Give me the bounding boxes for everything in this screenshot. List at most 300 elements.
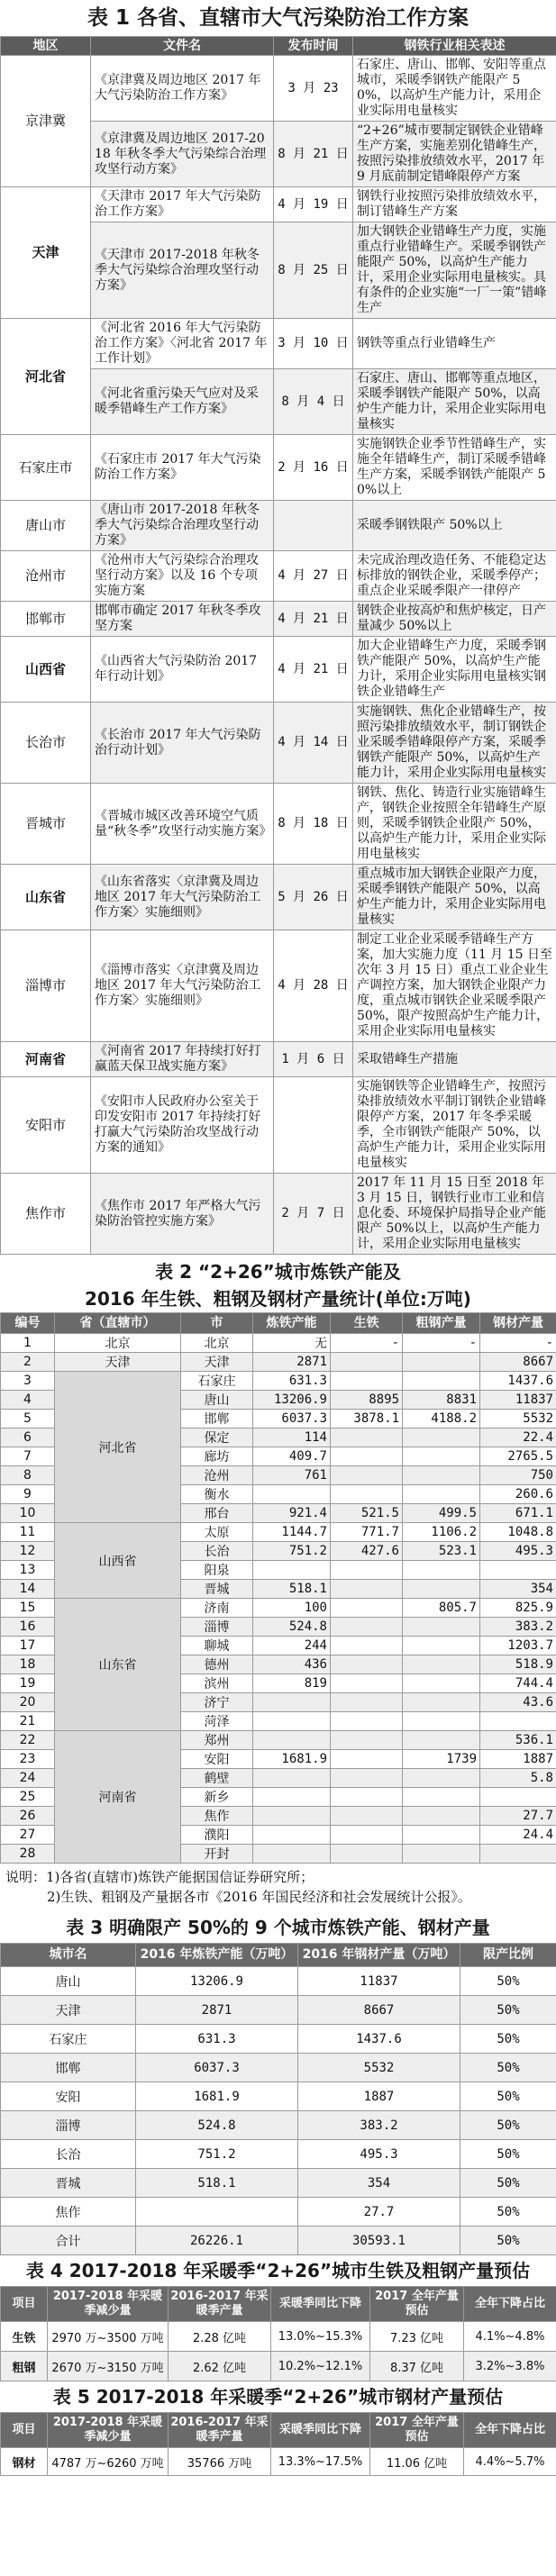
value-cell xyxy=(403,1712,480,1731)
document-cell: 邯郸市确定 2017 年秋冬季攻坚方案 xyxy=(91,602,274,637)
city-cell: 保定 xyxy=(181,1429,253,1447)
row-number-cell: 17 xyxy=(1,1637,55,1655)
city-cell: 安阳 xyxy=(181,1750,253,1769)
value-cell xyxy=(253,1712,331,1731)
value-cell: 27.7 xyxy=(298,2198,460,2227)
table3-header: 城市名 xyxy=(1,1944,136,1967)
value-cell: 50% xyxy=(460,2111,556,2140)
value-cell xyxy=(331,1807,403,1826)
table-row xyxy=(1,56,556,122)
region-cell: 山西省 xyxy=(1,637,91,703)
content-cell: 加大钢铁企业错峰生产力度，实施重点行业错峰生产。采暖季钢铁产能限产 50%，以高炉生产能力计，采用企业实际用电量核实。具有条件的企业实施“一厂一策”错峰生产 xyxy=(353,222,556,319)
content-cell: 石家庄、唐山、邯郸等重点地区，采暖季钢铁产能限产 50%，以高炉生产能力计，采用企业实际用电量核实 xyxy=(353,369,556,435)
value-cell xyxy=(331,1429,403,1447)
document-cell: 《天津市 2017-2018 年秋冬季大气污染综合治理攻坚行动方案》 xyxy=(91,222,274,319)
value-cell xyxy=(331,1599,403,1618)
value-cell: 1048.8 xyxy=(480,1523,556,1542)
row-number-cell: 7 xyxy=(1,1447,55,1466)
city-cell: 沧州 xyxy=(181,1466,253,1485)
city-cell: 聊城 xyxy=(181,1637,253,1655)
row-label-cell: 钢材 xyxy=(1,2448,48,2476)
value-cell xyxy=(403,1693,480,1712)
row-label-cell: 粗钢 xyxy=(1,2352,48,2381)
value-cell: 8895 xyxy=(331,1391,403,1410)
value-cell: 1887 xyxy=(298,2082,460,2111)
value-cell: - xyxy=(480,1334,556,1353)
value-cell: 536.1 xyxy=(480,1731,556,1750)
value-cell xyxy=(253,1485,331,1504)
value-cell xyxy=(331,1353,403,1372)
row-number-cell: 27 xyxy=(1,1826,55,1845)
value-cell xyxy=(403,1353,480,1372)
table2-header: 钢材产量 xyxy=(480,1313,556,1334)
date-cell: 3 月 10 日 xyxy=(274,319,353,369)
value-cell: 518.9 xyxy=(480,1655,556,1674)
table5-title: 表 5 2017-2018 年采暖季“2+26”城市钢材产量预估 xyxy=(52,2386,504,2408)
value-cell: 11.06 亿吨 xyxy=(370,2448,464,2476)
row-number-cell: 16 xyxy=(1,1618,55,1637)
value-cell: 427.6 xyxy=(331,1542,403,1561)
value-cell: 13206.9 xyxy=(136,1967,298,1996)
value-cell: 5532 xyxy=(298,2054,460,2082)
document-cell: 《安阳市人民政府办公室关于印发安阳市 2017 年持续打好打赢大气污染防治攻坚战行动方案的通知》 xyxy=(91,1077,274,1174)
table2-notes xyxy=(0,1864,556,1912)
province-cell: 天津 xyxy=(55,1353,181,1372)
row-number-cell: 10 xyxy=(1,1504,55,1523)
value-cell xyxy=(136,2198,298,2227)
value-cell: 671.1 xyxy=(480,1504,556,1523)
date-cell: 4 月 28 日 xyxy=(274,930,353,1042)
value-cell xyxy=(253,1731,331,1750)
value-cell xyxy=(331,1845,403,1864)
value-cell: 354 xyxy=(298,2169,460,2198)
table-row xyxy=(1,1372,556,1391)
document-cell: 《长治市 2017 年大气污染防治行动计划》 xyxy=(91,703,274,784)
province-cell: 河南省 xyxy=(55,1731,181,1864)
table4-header: 项目 xyxy=(1,2287,48,2322)
date-cell: 3 月 23 xyxy=(274,56,353,122)
table-row xyxy=(1,435,556,501)
row-number-cell: 2 xyxy=(1,1353,55,1372)
value-cell: 409.7 xyxy=(253,1447,331,1466)
content-cell: 石家庄、唐山、邯郸、安阳等重点城市，采暖季钢铁产能限产 50%，以高炉生产能力计，采用企业实际用电量核实 xyxy=(353,56,556,122)
value-cell xyxy=(403,1769,480,1788)
value-cell: 518.1 xyxy=(136,2169,298,2198)
value-cell: 761 xyxy=(253,1466,331,1485)
row-number-cell: 8 xyxy=(1,1466,55,1485)
row-label-cell: 石家庄 xyxy=(1,2025,136,2054)
date-cell xyxy=(274,1077,353,1174)
value-cell: 43.6 xyxy=(480,1693,556,1712)
table-row xyxy=(1,187,556,222)
value-cell: 1106.2 xyxy=(403,1523,480,1542)
row-number-cell: 23 xyxy=(1,1750,55,1769)
value-cell: 1203.7 xyxy=(480,1637,556,1655)
city-cell: 开封 xyxy=(181,1845,253,1864)
row-label-cell: 淄博 xyxy=(1,2111,136,2140)
value-cell: 2871 xyxy=(136,1996,298,2025)
value-cell xyxy=(480,1845,556,1864)
table-row xyxy=(1,1523,556,1542)
table-row xyxy=(1,637,556,703)
row-label-cell: 合计 xyxy=(1,2227,136,2255)
value-cell: 100 xyxy=(253,1599,331,1618)
value-cell: 2970 万~3500 万吨 xyxy=(48,2322,169,2352)
row-number-cell: 6 xyxy=(1,1429,55,1447)
value-cell: 3878.1 xyxy=(331,1410,403,1429)
table3-header: 限产比例 xyxy=(460,1944,556,1967)
row-number-cell: 14 xyxy=(1,1580,55,1599)
value-cell xyxy=(403,1655,480,1674)
value-cell: 825.9 xyxy=(480,1599,556,1618)
table-row xyxy=(1,1174,556,1255)
document-cell: 《沧州市大气污染综合治理攻坚行动方案》以及 16 个专项实施方案 xyxy=(91,551,274,602)
row-number-cell: 22 xyxy=(1,1731,55,1750)
value-cell: 751.2 xyxy=(136,2140,298,2169)
table-row xyxy=(1,1996,556,2025)
row-number-cell: 19 xyxy=(1,1674,55,1693)
table5-header: 项目 xyxy=(1,2413,48,2448)
value-cell xyxy=(253,1561,331,1580)
value-cell: 13206.9 xyxy=(253,1391,331,1410)
city-cell: 济宁 xyxy=(181,1693,253,1712)
table4-body xyxy=(1,2322,556,2381)
table5 xyxy=(0,2412,556,2476)
row-number-cell: 28 xyxy=(1,1845,55,1864)
value-cell: 4.1%~4.8% xyxy=(464,2322,556,2352)
value-cell: 495.3 xyxy=(480,1542,556,1561)
region-cell: 焦作市 xyxy=(1,1174,91,1255)
document-cell: 《河北省 2016 年大气污染防治工作方案》〈河北省 2017 年工作计划》 xyxy=(91,319,274,369)
table-row xyxy=(1,930,556,1042)
row-number-cell: 13 xyxy=(1,1561,55,1580)
table4-header: 2017-2018 年采暖季减少量 xyxy=(48,2287,169,2322)
date-cell: 1 月 6 日 xyxy=(274,1042,353,1077)
value-cell xyxy=(331,1618,403,1637)
table-row xyxy=(1,602,556,637)
table2 xyxy=(0,1312,556,1864)
value-cell: 744.4 xyxy=(480,1674,556,1693)
date-cell: 4 月 14 日 xyxy=(274,703,353,784)
value-cell xyxy=(331,1561,403,1580)
row-number-cell: 24 xyxy=(1,1769,55,1788)
row-number-cell: 9 xyxy=(1,1485,55,1504)
value-cell: 751.2 xyxy=(253,1542,331,1561)
value-cell: 631.3 xyxy=(253,1372,331,1391)
value-cell xyxy=(331,1788,403,1807)
content-cell: 加大企业错峰生产力度，采暖季钢铁产能限产 50%，以高炉生产能力计，采用企业实际用电量核实钢铁企业错峰生产 xyxy=(353,637,556,703)
table2-title-line2: 2016 年生铁、粗钢及钢材产量统计(单位:万吨) xyxy=(85,1288,471,1310)
table-row xyxy=(1,2111,556,2140)
table1-header: 发布时间 xyxy=(274,37,353,56)
table1-header-row xyxy=(1,37,556,56)
city-cell: 廊坊 xyxy=(181,1447,253,1466)
region-cell: 石家庄市 xyxy=(1,435,91,501)
value-cell: 50% xyxy=(460,2169,556,2198)
city-cell: 鹤壁 xyxy=(181,1769,253,1788)
value-cell xyxy=(403,1807,480,1826)
value-cell xyxy=(403,1429,480,1447)
table4-header-row xyxy=(1,2287,556,2322)
value-cell: 8667 xyxy=(480,1353,556,1372)
city-cell: 唐山 xyxy=(181,1391,253,1410)
value-cell xyxy=(331,1580,403,1599)
value-cell: 2.62 亿吨 xyxy=(169,2352,271,2381)
document-cell: 《京津冀及周边地区 2017-2018 年秋冬季大气污染综合治理攻坚行动方案》 xyxy=(91,122,274,187)
row-label-cell: 邯郸 xyxy=(1,2054,136,2082)
value-cell: 2871 xyxy=(253,1353,331,1372)
value-cell: 35766 万吨 xyxy=(169,2448,271,2476)
row-label-cell: 长治 xyxy=(1,2140,136,2169)
value-cell: 30593.1 xyxy=(298,2227,460,2255)
value-cell: 5532 xyxy=(480,1410,556,1429)
row-label-cell: 焦作 xyxy=(1,2198,136,2227)
value-cell: 无 xyxy=(253,1334,331,1353)
content-cell: 未完成治理改造任务、不能稳定达标排放的钢铁企业，采暖季停产；重点企业采暖季限产一律停产 xyxy=(353,551,556,602)
province-cell: 北京 xyxy=(55,1334,181,1353)
date-cell: 4 月 21 日 xyxy=(274,602,353,637)
row-number-cell: 26 xyxy=(1,1807,55,1826)
table-row xyxy=(1,1334,556,1353)
value-cell: 26226.1 xyxy=(136,2227,298,2255)
value-cell: - xyxy=(331,1334,403,1353)
table2-header: 生铁 xyxy=(331,1313,403,1334)
value-cell xyxy=(403,1674,480,1693)
content-cell: “2+26”城市要制定钢铁企业错峰生产方案，实施差别化错峰生产，按照污染排放绩效水平，2017 年 9 月底前制定错峰限停产方案 xyxy=(353,122,556,187)
city-cell: 邢台 xyxy=(181,1504,253,1523)
value-cell: 1887 xyxy=(480,1750,556,1769)
table-row xyxy=(1,784,556,865)
row-number-cell: 21 xyxy=(1,1712,55,1731)
value-cell xyxy=(331,1466,403,1485)
table2-note: 2)生铁、粗钢及产量据各市《2016 年国民经济和社会发展统计公报》。 xyxy=(47,1889,471,1905)
value-cell: 518.1 xyxy=(253,1580,331,1599)
content-cell: 制定工业企业采暖季错峰生产方案，加大实施力度（11 月 15 日至次年 3 月 15 日）重点工业企业生产调控方案，加大钢铁企业限产力度，重点城市钢铁企业采暖季限产 50%，限产按照高炉生产能力计，采用企业实际用电量核实 xyxy=(353,930,556,1042)
value-cell xyxy=(331,1826,403,1845)
value-cell xyxy=(253,1845,331,1864)
value-cell xyxy=(331,1485,403,1504)
region-cell: 邯郸市 xyxy=(1,602,91,637)
table-row xyxy=(1,2227,556,2255)
value-cell xyxy=(403,1618,480,1637)
region-cell: 沧州市 xyxy=(1,551,91,602)
city-cell: 德州 xyxy=(181,1655,253,1674)
table3-header-row xyxy=(1,1944,556,1967)
table-row xyxy=(1,1042,556,1077)
value-cell: 244 xyxy=(253,1637,331,1655)
value-cell xyxy=(403,1580,480,1599)
row-number-cell: 4 xyxy=(1,1391,55,1410)
table2-header-row xyxy=(1,1313,556,1334)
document-cell: 《晋城市城区改善环境空气质量“秋冬季”攻坚行动实施方案》 xyxy=(91,784,274,865)
city-cell: 长治 xyxy=(181,1542,253,1561)
table-row xyxy=(1,2169,556,2198)
table-row xyxy=(1,2198,556,2227)
table5-body xyxy=(1,2448,556,2476)
row-label-cell: 安阳 xyxy=(1,2082,136,2111)
province-cell: 山西省 xyxy=(55,1523,181,1599)
table1 xyxy=(0,36,556,1255)
value-cell xyxy=(403,1637,480,1655)
table-row xyxy=(1,2352,556,2381)
value-cell: 8.37 亿吨 xyxy=(370,2352,464,2381)
value-cell: 4787 万~6260 万吨 xyxy=(48,2448,169,2476)
table1-header: 地区 xyxy=(1,37,91,56)
value-cell: 921.4 xyxy=(253,1504,331,1523)
value-cell: 4.4%~5.7% xyxy=(464,2448,556,2476)
document-cell: 《河北省重污染天气应对及采暖季错峰生产工作方案》 xyxy=(91,369,274,435)
row-number-cell: 20 xyxy=(1,1693,55,1712)
value-cell xyxy=(403,1826,480,1845)
content-cell: 实施钢铁企业季节性错峰生产，实施全年错峰生产，制订采暖季错峰生产方案，采暖季钢铁产能限产 50%以上 xyxy=(353,435,556,501)
table-row xyxy=(1,551,556,602)
value-cell xyxy=(331,1731,403,1750)
value-cell: 8831 xyxy=(403,1391,480,1410)
value-cell: 1739 xyxy=(403,1750,480,1769)
value-cell xyxy=(331,1637,403,1655)
value-cell: 495.3 xyxy=(298,2140,460,2169)
city-cell: 阳泉 xyxy=(181,1561,253,1580)
table1-header: 文件名 xyxy=(91,37,274,56)
value-cell: 50% xyxy=(460,1967,556,1996)
value-cell xyxy=(480,1561,556,1580)
city-cell: 濮阳 xyxy=(181,1826,253,1845)
date-cell: 2 月 7 日 xyxy=(274,1174,353,1255)
row-number-cell: 25 xyxy=(1,1788,55,1807)
value-cell: 2670 万~3150 万吨 xyxy=(48,2352,169,2381)
content-cell: 采暖季钢铁限产 50%以上 xyxy=(353,501,556,551)
value-cell: 6037.3 xyxy=(253,1410,331,1429)
value-cell xyxy=(403,1731,480,1750)
region-cell: 天津 xyxy=(1,187,91,319)
content-cell: 实施钢铁、焦化企业错峰生产，按照污染排放绩效水平，制订钢铁企业采暖季错峰限停产方案，采暖季钢铁产能限产 50%，以高炉生产能力计，采用企业实际用电量核实 xyxy=(353,703,556,784)
value-cell xyxy=(403,1561,480,1580)
value-cell xyxy=(331,1674,403,1693)
table3-body xyxy=(1,1967,556,2255)
city-cell: 天津 xyxy=(181,1353,253,1372)
value-cell xyxy=(253,1788,331,1807)
value-cell: 24.4 xyxy=(480,1826,556,1845)
date-cell: 2 月 16 日 xyxy=(274,435,353,501)
table3-header: 2016 年炼铁产能（万吨） xyxy=(136,1944,298,1967)
document-cell: 《淄博市落实〈京津冀及周边地区 2017 年大气污染防治工作方案〉实施细则》 xyxy=(91,930,274,1042)
table5-header-row xyxy=(1,2413,556,2448)
table2-note: 说明：1)各省(直辖市)炼铁产能据国信证券研究所； xyxy=(5,1869,314,1885)
document-cell: 《石家庄市 2017 年大气污染防治工作方案》 xyxy=(91,435,274,501)
table-row xyxy=(1,1731,556,1750)
table-row xyxy=(1,1599,556,1618)
value-cell: 750 xyxy=(480,1466,556,1485)
city-cell: 滨州 xyxy=(181,1674,253,1693)
value-cell: 3.2%~3.8% xyxy=(464,2352,556,2381)
region-cell: 河南省 xyxy=(1,1042,91,1077)
value-cell xyxy=(331,1769,403,1788)
region-cell: 淄博市 xyxy=(1,930,91,1042)
row-label-cell: 晋城 xyxy=(1,2169,136,2198)
value-cell xyxy=(331,1447,403,1466)
content-cell: 重点城市加大钢铁企业限产力度，采暖季钢铁产能限产 50%，以高炉生产能力计，采用企业实际用电量核实 xyxy=(353,865,556,930)
value-cell: 631.3 xyxy=(136,2025,298,2054)
value-cell: 2765.5 xyxy=(480,1447,556,1466)
city-cell: 新乡 xyxy=(181,1788,253,1807)
province-cell: 山东省 xyxy=(55,1599,181,1731)
row-number-cell: 18 xyxy=(1,1655,55,1674)
value-cell: 1437.6 xyxy=(480,1372,556,1391)
row-number-cell: 5 xyxy=(1,1410,55,1429)
table3 xyxy=(0,1943,556,2255)
value-cell: 1681.9 xyxy=(253,1750,331,1769)
value-cell: 771.7 xyxy=(331,1523,403,1542)
value-cell: 436 xyxy=(253,1655,331,1674)
row-number-cell: 15 xyxy=(1,1599,55,1618)
region-cell: 晋城市 xyxy=(1,784,91,865)
row-number-cell: 3 xyxy=(1,1372,55,1391)
city-cell: 郑州 xyxy=(181,1731,253,1750)
value-cell: 50% xyxy=(460,2054,556,2082)
table4-header: 2017 全年产量预估 xyxy=(370,2287,464,2322)
value-cell: 1681.9 xyxy=(136,2082,298,2111)
value-cell xyxy=(331,1655,403,1674)
date-cell: 5 月 26 日 xyxy=(274,865,353,930)
value-cell: 50% xyxy=(460,2198,556,2227)
table-row xyxy=(1,2140,556,2169)
row-number-cell: 1 xyxy=(1,1334,55,1353)
table-row xyxy=(1,865,556,930)
value-cell: 523.1 xyxy=(403,1542,480,1561)
table-row xyxy=(1,2054,556,2082)
value-cell: 524.8 xyxy=(136,2111,298,2140)
row-label-cell: 天津 xyxy=(1,1996,136,2025)
value-cell xyxy=(403,1372,480,1391)
date-cell: 8 月 25 日 xyxy=(274,222,353,319)
document-cell: 《天津市 2017 年大气污染防治工作方案》 xyxy=(91,187,274,222)
region-cell: 唐山市 xyxy=(1,501,91,551)
table3-header: 2016 年钢材产量（万吨） xyxy=(298,1944,460,1967)
table2-header: 省（直辖市） xyxy=(55,1313,181,1334)
table4-header: 全年下降占比 xyxy=(464,2287,556,2322)
table5-header: 2017 全年产量预估 xyxy=(370,2413,464,2448)
value-cell: 2.28 亿吨 xyxy=(169,2322,271,2352)
value-cell: 13.0%~15.3% xyxy=(271,2322,370,2352)
value-cell xyxy=(253,1807,331,1826)
value-cell xyxy=(253,1693,331,1712)
value-cell: 4188.2 xyxy=(403,1410,480,1429)
table4 xyxy=(0,2286,556,2381)
table3-title: 表 3 明确限产 50%的 9 个城市炼铁产能、钢材产量 xyxy=(66,1917,490,1938)
table4-title: 表 4 2017-2018 年采暖季“2+26”城市生铁及粗钢产量预估 xyxy=(25,2260,531,2281)
table2-header: 市 xyxy=(181,1313,253,1334)
table-row xyxy=(1,2025,556,2054)
value-cell: 6037.3 xyxy=(136,2054,298,2082)
city-cell: 晋城 xyxy=(181,1580,253,1599)
row-number-cell: 12 xyxy=(1,1542,55,1561)
value-cell: 383.2 xyxy=(298,2111,460,2140)
value-cell xyxy=(331,1750,403,1769)
document-cell: 《河南省 2017 年持续打好打赢蓝天保卫战实施方案》 xyxy=(91,1042,274,1077)
value-cell: 819 xyxy=(253,1674,331,1693)
table-row xyxy=(1,1077,556,1174)
document-cell: 《京津冀及周边地区 2017 年大气污染防治工作方案》 xyxy=(91,56,274,122)
table-row xyxy=(1,2082,556,2111)
region-cell: 长治市 xyxy=(1,703,91,784)
value-cell xyxy=(403,1788,480,1807)
row-label-cell: 生铁 xyxy=(1,2322,48,2352)
table-row xyxy=(1,2448,556,2476)
value-cell: 383.2 xyxy=(480,1618,556,1637)
content-cell: 钢铁等重点行业错峰生产 xyxy=(353,319,556,369)
region-cell: 京津冀 xyxy=(1,56,91,187)
value-cell xyxy=(331,1372,403,1391)
